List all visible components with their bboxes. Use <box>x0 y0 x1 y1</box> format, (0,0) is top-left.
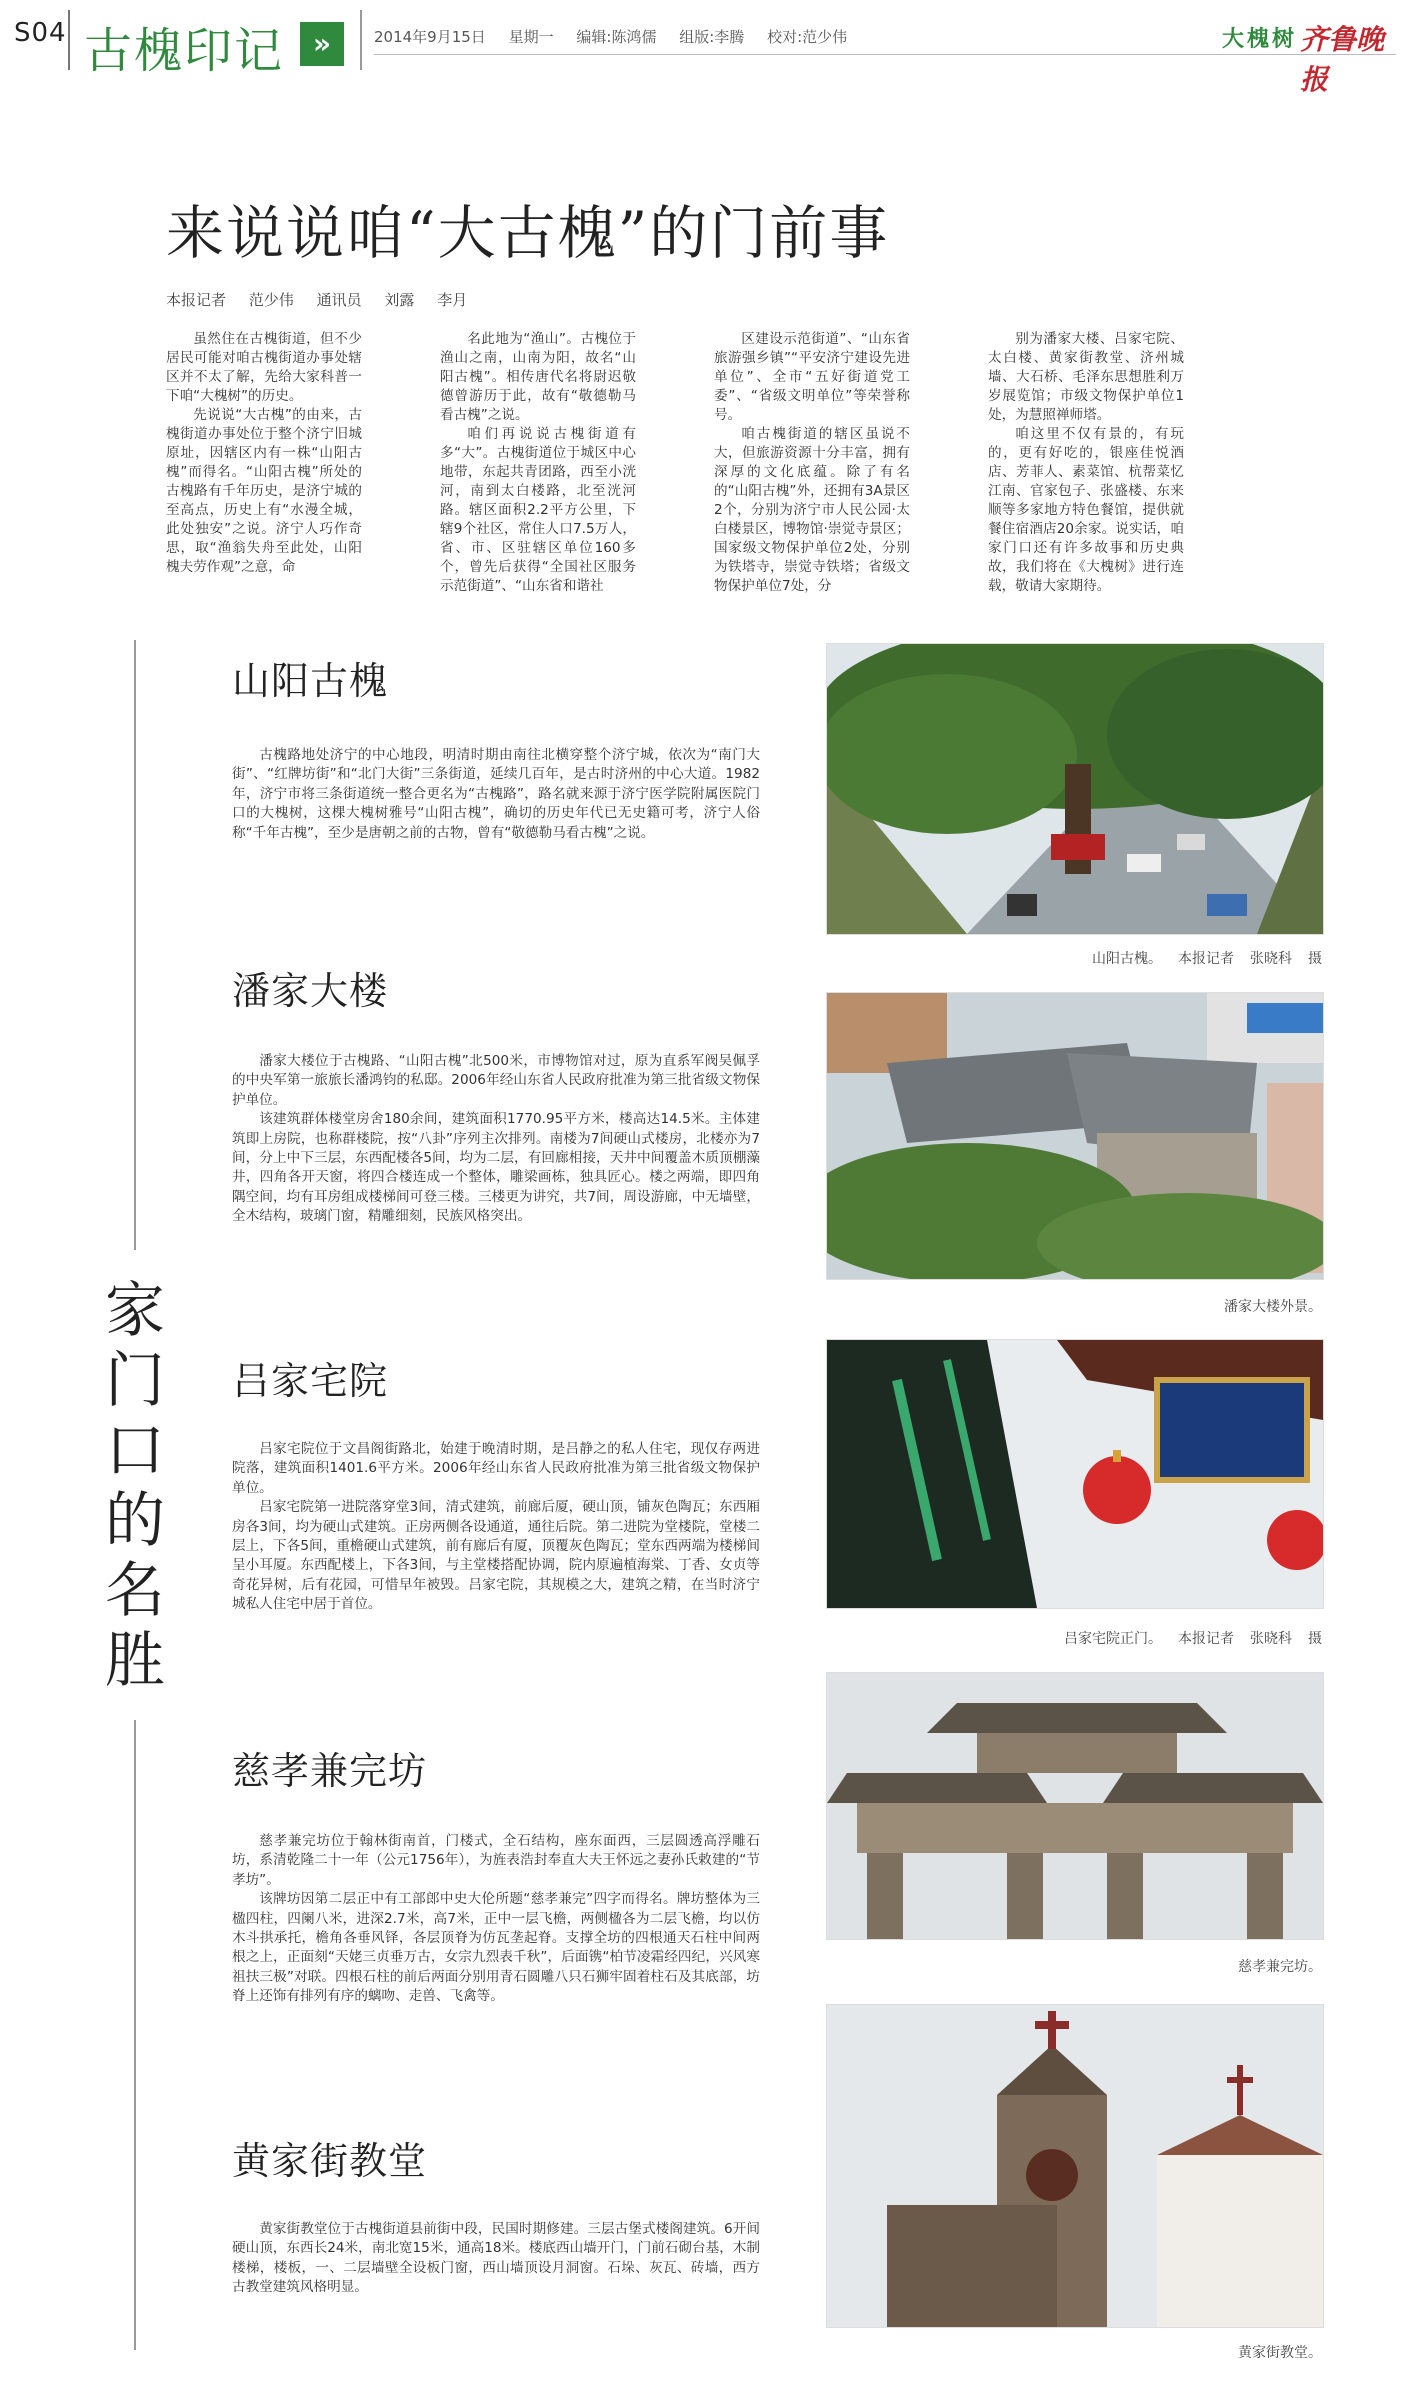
intro-paragraph: 虽然住在古槐街道，但不少居民可能对咱古槐街道办事处辖区并不太了解，先给大家科普一下咱“大槐树”的历史。 <box>166 331 362 404</box>
section-body-lvjia <box>232 1440 760 1615</box>
photo-caption-cixiao <box>826 1956 1322 1976</box>
photo-lvjia-gate <box>826 1339 1324 1609</box>
section-paragraph: 黄家街教堂位于古槐街道县前街中段，民国时期修建。三层古堡式楼阁建筑。6开间硬山顶，东西长24米，南北宽15米，通高18米。楼底西山墙开门，门前石砌台基，木制楼梯，楼板，一、二层墙壁全设板门窗，西山墙顶设月洞窗。石垛、灰瓦、砖墙，西方古教堂建筑风格明显。 <box>232 2221 760 2296</box>
side-title-char: 门 <box>105 1346 165 1416</box>
issue-proof: 校对:范少伟 <box>767 28 848 46</box>
byline-role: 本报记者 <box>166 291 227 309</box>
intro-paragraph: 区建设示范街道”、“山东省旅游强乡镇”“平安济宁建设先进单位”、全市“五好街道党工委”、“省级文明单位”等荣誉称号。 <box>714 331 910 423</box>
caption-text: 黄家街教堂。 <box>1238 2345 1322 2361</box>
section-body-huangjia <box>232 2220 760 2298</box>
intro-column <box>166 330 362 577</box>
intro-paragraph: 别为潘家大楼、吕家宅院、太白楼、黄家街教堂、济州城墙、大石桥、毛泽东思想胜利万岁展览馆；市级文物保护单位1处，为慧照禅师塔。 <box>988 331 1184 423</box>
issue-layout: 组版:李腾 <box>679 28 745 46</box>
photo-caption-panjia <box>826 1296 1322 1316</box>
masthead-underline <box>374 54 1396 55</box>
caption-text: 慈孝兼完坊。 <box>1238 1959 1322 1975</box>
section-title-huangjia: 黄家街教堂 <box>232 2139 428 2183</box>
photo-cixiao-archway <box>826 1672 1324 1940</box>
intro-paragraph: 咱们再说说古槐街道有多“大”。古槐街道位于城区中心地带，东起共青团路，西至小洸河，南到太白楼路，北至洸河路。辖区面积2.2平方公里，下辖9个社区，常住人口7.5万人，省、市、区驻辖区单位160多个，曾先后获得“全国社区服务示范街道”、“山东省和谐社 <box>440 426 636 594</box>
section-paragraph: 古槐路地处济宁的中心地段，明清时期由南往北横穿整个济宁城，依次为“南门大街”、“红牌坊街”和“北门大街”三条街道，延续几百年，是古时济州的中心大道。1982年，济宁市将三条街道统一整合更名为“古槐路”，路名就来源于济宁医学院附属医院门口的大槐树，这棵大槐树雅号“山阳古槐”，确切的历史年代已无史籍可考，济宁人俗称“千年古槐”，至少是唐朝之前的古物，曾有“敬德勒马看古槐”之说。 <box>232 747 760 841</box>
section-title-lvjia: 吕家宅院 <box>232 1359 389 1403</box>
photo-huangjia-church <box>826 2004 1324 2328</box>
intro-paragraph: 咱古槐街道的辖区虽说不大，但旅游资源十分丰富，拥有深厚的文化底蕴。除了有名的“山阳古槐”外，还拥有3A景区2个，分别为济宁市人民公园·太白楼景区，博物馆·崇觉寺景区；国家级文物保护单位2处，分别为铁塔寺，崇觉寺铁塔；省级文物保护单位7处，分 <box>714 426 910 594</box>
intro-paragraph: 咱这里不仅有景的，有玩的，更有好吃的，银座佳悦酒店、芳菲人、素菜馆、杭帮菜忆江南、官家包子、张盛楼、东来顺等多家地方特色餐馆，提供就餐住宿酒店20余家。说实话，咱家门口还有许多故事和历史典故，我们将在《大槐树》进行连载，敬请大家期待。 <box>988 426 1184 594</box>
side-rule-top <box>134 640 136 1250</box>
photo-caption-huangjia <box>826 2342 1322 2362</box>
side-title-char: 的 <box>105 1486 165 1556</box>
caption-text: 山阳古槐。 <box>1092 951 1162 967</box>
section-title-cixiao: 慈孝兼完坊 <box>232 1749 428 1793</box>
issue-date: 2014年9月15日 <box>374 28 486 46</box>
section-paragraph: 吕家宅院第一进院落穿堂3间，清式建筑，前廊后厦，硬山顶，铺灰色陶瓦；东西厢房各3间，均为硬山式建筑。正房两侧各设通道，通往后院。第二进院为堂楼院，堂楼二层上，下各5间，重檐硬山式建筑，前有廊后有厦，顶覆灰色陶瓦；堂东西两端为楼梯间呈小耳厦。东西配楼上，下各3间，与主堂楼搭配协调，院内原遍植海棠、丁香、女贞等奇花异树，后有花园，可惜早年被毁。吕家宅院，其规模之大，建筑之精，在当时济宁城私人住宅中居于首位。 <box>232 1499 760 1613</box>
section-body-panjia <box>232 1052 760 1227</box>
section-title: 古槐印记 <box>84 23 285 79</box>
byline <box>166 289 485 310</box>
section-title-panjia: 潘家大楼 <box>232 969 389 1013</box>
intro-column <box>988 330 1184 596</box>
side-rule-bottom <box>134 1720 136 2350</box>
intro-column <box>714 330 910 596</box>
section-body-shanyang <box>232 746 760 843</box>
photo-shanyang-ancient-locust <box>826 643 1324 935</box>
newspaper-logo: 齐鲁晚报 <box>1300 23 1385 96</box>
masthead-divider-2 <box>360 10 362 70</box>
side-title-char: 胜 <box>105 1626 165 1696</box>
caption-text: 吕家宅院正门。 <box>1064 1631 1162 1647</box>
section-paragraph: 该建筑群体楼堂房舍180余间，建筑面积1770.95平方米，楼高达14.5米。主体建筑即上房院，也称群楼院，按“八卦”序列主次排列。南楼为7间硬山式楼房，北楼亦为7间，分上中下三层，东西配楼各5间，均为二层，有回廊相接，天井中间覆盖木质顶棚藻井，四角各开天窗，将四合楼连成一个整体，雕梁画栋，独具匠心。楼之两端，即四角隅空间，均有耳房组成楼梯间可登三楼。三楼更为讲究，共7间，周设游廊，中无墙壁，全木结构，玻璃门窗，精雕细刻，民族风格突出。 <box>232 1111 760 1225</box>
photo-caption-shanyang <box>826 948 1322 968</box>
caption-text: 潘家大楼外景。 <box>1224 1299 1322 1315</box>
caption-credit-role: 本报记者 <box>1178 1631 1234 1647</box>
section-paragraph: 慈孝兼完坊位于翰林街南首，门楼式，全石结构，座东面西，三层圆透高浮雕石坊，系清乾隆二十一年（公元1756年），为旌表浩封奉直大夫王怀远之妻孙氏敕建的“节孝坊”。 <box>232 1833 760 1888</box>
side-title-char: 家 <box>105 1276 165 1346</box>
intro-column <box>440 330 636 596</box>
byline-name: 范少伟 <box>248 291 294 309</box>
page-number: S04 <box>14 18 67 48</box>
section-paragraph: 吕家宅院位于文昌阁街路北，始建于晚清时期，是吕静之的私人住宅，现仅存两进院落，建筑面积1401.6平方米。2006年经山东省人民政府批准为第三批省级文物保护单位。 <box>232 1441 760 1496</box>
section-paragraph: 该牌坊因第二层正中有工部郎中史大伦所题“慈孝兼完”四字而得名。牌坊整体为三楹四柱，四阑八米，进深2.7米，高7米，正中一层飞檐，两侧楹各为二层飞檐，均以仿木斗拱承托，檐角各垂风铎，各层顶脊为仿瓦垄起脊。支撑全坊的四根通天石柱中间两根之上，正面刻“天姥三贞垂万古，女宗九烈表千秋”，后面镌“柏节凌霜经四纪，兴风寒祖扶三极”对联。四根石柱的前后两面分别用青石圆雕八只石狮牢固着柱石及其底部，坊脊上还饰有排列有序的螭吻、走兽、飞禽等。 <box>232 1891 760 2005</box>
caption-credit-role: 本报记者 <box>1178 951 1234 967</box>
issue-info <box>374 26 865 47</box>
section-body-cixiao <box>232 1832 760 2007</box>
side-title-char: 名 <box>105 1556 165 1626</box>
issue-editor: 编辑:陈鸿儒 <box>576 28 657 46</box>
photo-panjia-building <box>826 992 1324 1280</box>
issue-weekday: 星期一 <box>508 28 554 46</box>
caption-credit-name: 张晓科 <box>1250 951 1292 967</box>
section-arrow-icon: » <box>300 22 344 66</box>
side-vertical-title <box>100 1276 170 1696</box>
byline-name: 李月 <box>437 291 468 309</box>
section-title-shanyang: 山阳古槐 <box>232 659 389 703</box>
photo-caption-lvjia <box>826 1628 1322 1648</box>
caption-credit-tag: 摄 <box>1308 951 1322 967</box>
caption-credit-tag: 摄 <box>1308 1631 1322 1647</box>
caption-credit-name: 张晓科 <box>1250 1631 1292 1647</box>
article-headline: 来说说咱“大古槐”的门前事 <box>166 199 890 267</box>
byline-name: 刘露 <box>384 291 415 309</box>
section-paragraph: 潘家大楼位于古槐路、“山阳古槐”北500米，市博物馆对过，原为直系军阀吴佩孚的中央军第一旅旅长潘鸿钧的私邸。2006年经山东省人民政府批准为第三批省级文物保护单位。 <box>232 1053 760 1108</box>
intro-paragraph: 先说说“大古槐”的由来，古槐街道办事处位于整个济宁旧城原址，因辖区内有一株“山阳古槐”而得名。“山阳古槐”所处的古槐路有千年历史，是济宁城的至高点，历史上有“水漫全城，此处独安”之说。济宁人巧作奇思，取“渔翁失舟至此处，山阳槐夫劳作观”之意，命 <box>166 407 362 575</box>
intro-paragraph: 名此地为“渔山”。古槐位于渔山之南，山南为阳，故名“山阳古槐”。相传唐代名将尉迟敬德曾游历于此，故有“敬德勒马看古槐”之说。 <box>440 331 636 423</box>
column-brand: 大槐树 <box>1222 27 1298 52</box>
masthead-divider <box>68 10 70 70</box>
byline-role: 通讯员 <box>316 291 362 309</box>
side-title-char: 口 <box>105 1416 165 1486</box>
